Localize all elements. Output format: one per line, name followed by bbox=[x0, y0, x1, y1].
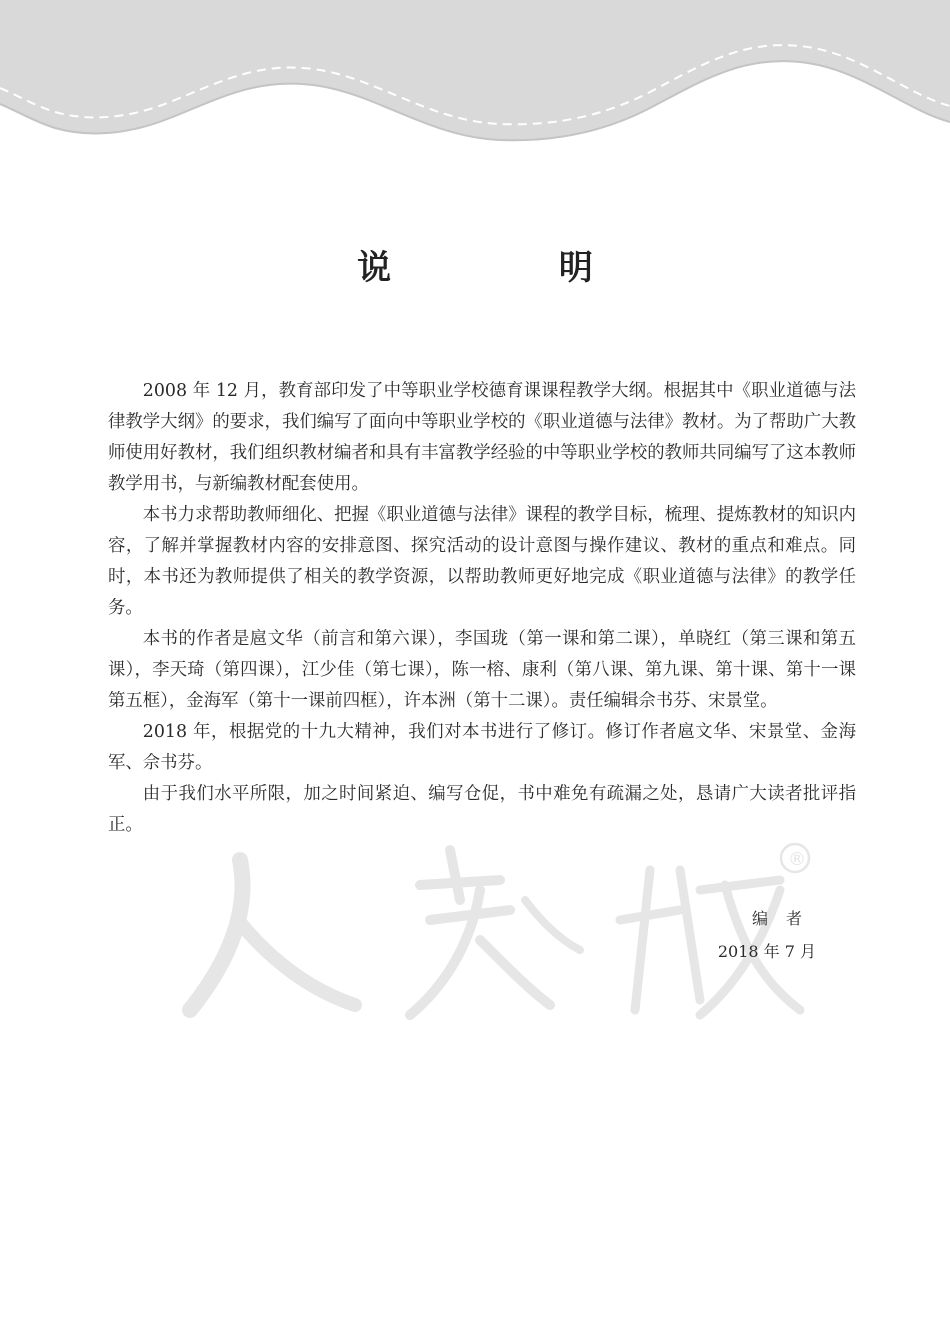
watermark-registered-mark: ® bbox=[788, 849, 806, 870]
watermark-text: 人教版 bbox=[510, 1028, 513, 1029]
watermark-stroke bbox=[190, 860, 243, 1010]
paragraph: 本书的作者是扈文华（前言和第六课），李国珑（第一课和第二课），单晓红（第三课和第五课），李天琦（第四课），江少佳（第七课），陈一榕、康利（第八课、第九课、第十课、第十一课第五框），金海军（第十一课前四框），许本洲（第十二课）。责任编辑佘书芬、宋景堂。 bbox=[108, 629, 856, 711]
decorative-wave-header bbox=[0, 0, 950, 160]
watermark-stroke bbox=[410, 850, 550, 1015]
header-wave-shape bbox=[0, 0, 950, 140]
signature-block bbox=[616, 902, 820, 968]
watermark-stroke bbox=[525, 900, 580, 950]
paragraph: 本书力求帮助教师细化、把握《职业道德与法律》课程的教学目标，梳理、提炼教材的知识内容，了解并掌握教材内容的安排意图、探究活动的设计意图与操作建议、教材的重点和难点。同时，本书还为教师提供了相关的教学资源，以帮助教师更好地完成《职业道德与法律》的教学任务。 bbox=[108, 505, 856, 618]
watermark-registered-ring bbox=[781, 844, 809, 872]
paragraph: 2018 年，根据党的十九大精神，我们对本书进行了修订。修订作者扈文华、宋景堂、金海军、佘书芬。 bbox=[108, 722, 856, 773]
paragraph: 2008 年 12 月，教育部印发了中等职业学校德育课课程教学大纲。根据其中《职业道德与法律教学大纲》的要求，我们编写了面向中等职业学校的《职业道德与法律》教材。为了帮助广大教师使用好教材，我们组织教材编者和具有丰富教学经验的中等职业学校的教师共同编写了这本教师教学用书，与新编教材配套使用。 bbox=[108, 381, 856, 494]
page-title: 说 明 bbox=[357, 248, 671, 288]
document-body bbox=[108, 376, 856, 841]
signature-author: 编者 bbox=[751, 909, 820, 928]
signature-date: 2018 年 7 月 bbox=[717, 942, 816, 961]
paragraph: 由于我们水平所限，加之时间紧迫、编写仓促，书中难免有疏漏之处，恳请广大读者批评指正。 bbox=[108, 784, 856, 835]
watermark-stroke bbox=[238, 920, 355, 1005]
